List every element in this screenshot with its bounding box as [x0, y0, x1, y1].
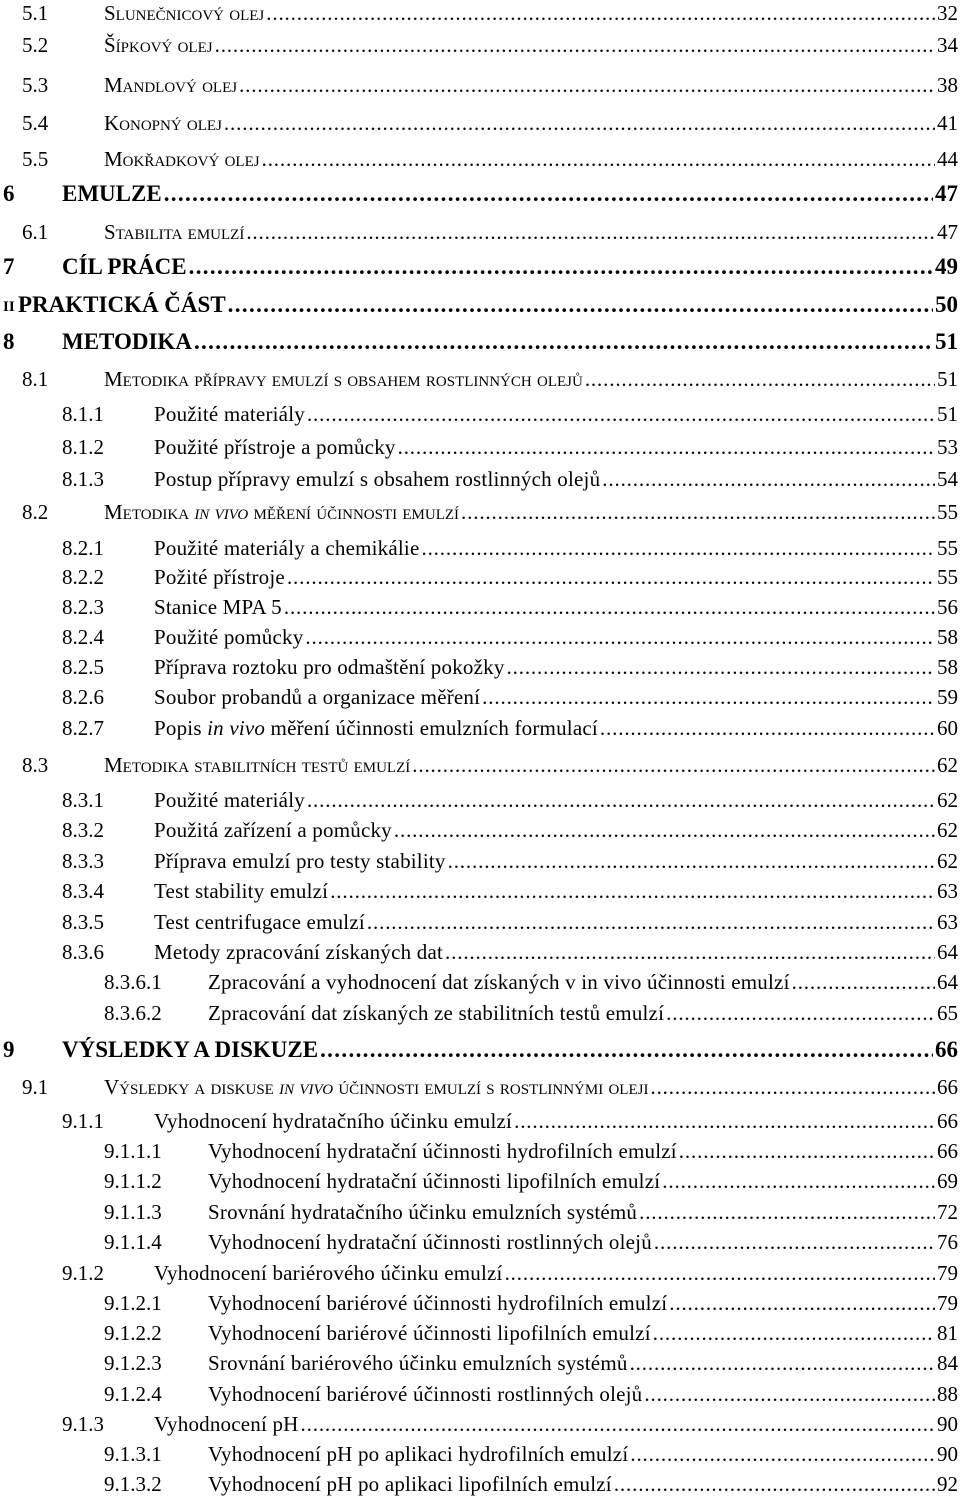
- toc-page-number: 32: [937, 1, 958, 25]
- toc-page-number: 63: [937, 879, 958, 903]
- toc-title: Slunečnicový olej: [104, 1, 265, 25]
- toc-title: Použité materiály: [154, 402, 305, 426]
- toc-title: Postup přípravy emulzí s obsahem rostlinných olejů: [154, 467, 601, 491]
- toc-page-number: 60: [937, 716, 958, 740]
- toc-entry-8-1-1[interactable]: [0, 397, 958, 427]
- toc-title: Metody zpracování získaných dat: [154, 940, 444, 964]
- toc-page-number: 59: [937, 685, 958, 709]
- toc-page-number: 64: [937, 940, 958, 964]
- toc-entry-8-1-3[interactable]: [0, 462, 958, 492]
- toc-page-number: 66: [937, 1075, 958, 1099]
- toc-dot-leader: [445, 940, 935, 965]
- toc-entry-9-1-2[interactable]: [0, 1256, 958, 1286]
- toc-page-number: 63: [937, 910, 958, 934]
- toc-title: METODIKA: [62, 329, 192, 354]
- toc-dot-leader: [228, 292, 933, 318]
- toc-number: 8.2.7: [62, 716, 104, 740]
- toc-title: Požité přístroje: [154, 565, 285, 589]
- toc-entry-9-1-1-3[interactable]: [0, 1195, 958, 1225]
- toc-page-number: 55: [937, 500, 958, 524]
- toc-page-number: 53: [937, 435, 958, 459]
- toc-title: Použitá zařízení a pomůcky: [154, 818, 392, 842]
- toc-number: 9.1.3.1: [104, 1442, 162, 1466]
- toc-dot-leader: [421, 536, 935, 561]
- toc-dot-leader: [505, 1261, 935, 1286]
- toc-title: Vyhodnocení bariérové účinnosti hydrofilních emulzí: [208, 1291, 668, 1315]
- toc-number: 9.1.3: [62, 1412, 104, 1436]
- toc-dot-leader: [412, 753, 935, 778]
- toc-number: 8.3.4: [62, 879, 104, 903]
- toc-dot-leader: [448, 849, 935, 874]
- toc-entry-9-1[interactable]: [0, 1070, 958, 1100]
- toc-title: Vyhodnocení hydratačního účinku emulzí: [154, 1109, 513, 1133]
- toc-number: 9.1.2: [62, 1261, 104, 1285]
- toc-dot-leader: [284, 595, 935, 620]
- toc-number: 8.3.2: [62, 818, 104, 842]
- toc-title: Vyhodnocení bariérové účinnosti lipofilních emulzí: [208, 1321, 651, 1345]
- toc-entry-5-5[interactable]: [0, 142, 958, 172]
- toc-entry-8[interactable]: [0, 325, 958, 355]
- toc-page-number: 44: [937, 147, 958, 171]
- toc-page-number: 92: [937, 1472, 958, 1496]
- toc-title: Vyhodnocení pH po aplikaci hydrofilních emulzí: [208, 1442, 629, 1466]
- toc-number: 7: [3, 254, 15, 279]
- toc-entry-8-2-2[interactable]: [0, 560, 958, 590]
- toc-number: 5.1: [22, 1, 49, 25]
- toc-dot-leader: [320, 1037, 933, 1063]
- toc-number: 9.1.1.3: [104, 1200, 162, 1224]
- toc-dot-leader: [666, 1001, 935, 1026]
- toc-dot-leader: [330, 879, 935, 904]
- toc-title: Test stability emulzí: [154, 879, 329, 903]
- toc-entry-8-3-6-1[interactable]: [0, 965, 958, 995]
- toc-dot-leader: [614, 1472, 935, 1497]
- toc-title: Konopný olej: [104, 111, 222, 135]
- toc-page-number: 84: [937, 1351, 958, 1375]
- toc-number: 8.1.1: [62, 402, 104, 426]
- toc-entry-9-1-1-2[interactable]: [0, 1164, 958, 1194]
- toc-dot-leader: [398, 435, 935, 460]
- toc-number: 9.1.3.2: [104, 1472, 162, 1496]
- toc-entry-8-3-3[interactable]: [0, 844, 958, 874]
- toc-number: 8.2.4: [62, 625, 104, 649]
- toc-title: Vyhodnocení pH: [154, 1412, 299, 1436]
- toc-title: Vyhodnocení hydratační účinnosti rostlinných olejů: [208, 1230, 652, 1254]
- toc-entry-9-1-2-3[interactable]: [0, 1346, 958, 1376]
- toc-page-number: 90: [937, 1412, 958, 1436]
- toc-dot-leader: [644, 1382, 935, 1407]
- toc-number: 8.2.1: [62, 536, 104, 560]
- toc-page-number: 64: [937, 970, 958, 994]
- toc-entry-9-1-1[interactable]: [0, 1104, 958, 1134]
- toc-number: 8: [3, 329, 15, 354]
- toc-number: 8.2.3: [62, 595, 104, 619]
- toc-entry-8-3-2[interactable]: [0, 813, 958, 843]
- toc-dot-leader: [482, 685, 935, 710]
- toc-entry-8-2-5[interactable]: [0, 650, 958, 680]
- toc-dot-leader: [630, 1351, 935, 1376]
- toc-page-number: 51: [937, 367, 958, 391]
- toc-dot-leader: [585, 367, 935, 392]
- toc-title: Vyhodnocení pH po aplikaci lipofilních emulzí: [208, 1472, 612, 1496]
- toc-dot-leader: [266, 1, 935, 26]
- toc-page-number: 54: [937, 467, 958, 491]
- toc-dot-leader: [194, 329, 933, 355]
- toc-title: Srovnání bariérového účinku emulzních systémů: [208, 1351, 628, 1375]
- toc-entry-7[interactable]: [0, 250, 958, 280]
- toc-dot-leader: [367, 910, 935, 935]
- toc-title: Metodika přípravy emulzí s obsahem rostlinných olejů: [104, 367, 583, 391]
- toc-title: VÝSLEDKY A DISKUZE: [62, 1037, 319, 1062]
- toc-page-number: 55: [937, 536, 958, 560]
- toc-title: Vyhodnocení hydratační účinnosti lipofilních emulzí: [208, 1169, 661, 1193]
- toc-entry-9-1-1-1[interactable]: [0, 1134, 958, 1164]
- toc-page-number: 47: [937, 220, 958, 244]
- toc-page-number: 79: [937, 1291, 958, 1315]
- toc-page-number: 65: [937, 1001, 958, 1025]
- toc-entry-6[interactable]: [0, 177, 958, 207]
- toc-number: 8.1.3: [62, 467, 104, 491]
- toc-number: 9.1.2.2: [104, 1321, 162, 1345]
- toc-title: EMULZE: [62, 181, 162, 206]
- toc-page-number: 34: [937, 33, 958, 57]
- toc-entry-5-4[interactable]: [0, 106, 958, 136]
- toc-entry-5-2[interactable]: [0, 28, 958, 58]
- toc-number: 8.2.6: [62, 685, 104, 709]
- toc-entry-5-1[interactable]: [0, 0, 958, 26]
- toc-dot-leader: [239, 73, 935, 98]
- toc-dot-leader: [461, 500, 935, 525]
- toc-dot-leader: [630, 1442, 935, 1467]
- toc-entry-9-1-2-2[interactable]: [0, 1316, 958, 1346]
- toc-title: Popis in vivo měření účinnosti emulzních formulací: [154, 716, 598, 740]
- toc-dot-leader: [189, 254, 933, 280]
- toc-page-number: 88: [937, 1382, 958, 1406]
- toc-entry-8-1[interactable]: [0, 362, 958, 392]
- toc-title: Výsledky a diskuse in vivo účinnosti emulzí s rostlinnými oleji: [104, 1075, 649, 1099]
- toc-dot-leader: [307, 402, 935, 427]
- toc-title: Srovnání hydratačního účinku emulzních systémů: [208, 1200, 638, 1224]
- toc-page-number: 49: [935, 254, 958, 279]
- toc-number: 9.1.2.1: [104, 1291, 162, 1315]
- toc-page-number: 58: [937, 625, 958, 649]
- toc-number: 8.3.6: [62, 940, 104, 964]
- toc-dot-leader: [164, 181, 933, 207]
- toc-number: 6: [3, 181, 15, 206]
- toc-page-number: 62: [937, 849, 958, 873]
- toc-dot-leader: [669, 1291, 935, 1316]
- toc-entry-8-3-5[interactable]: [0, 905, 958, 935]
- toc-number: II: [3, 299, 15, 315]
- toc-title: CÍL PRÁCE: [62, 254, 187, 279]
- toc-number: 8.3.6.2: [104, 1001, 162, 1025]
- toc-title: Použité pomůcky: [154, 625, 304, 649]
- toc-title: Zpracování dat získaných ze stabilitních testů emulzí: [208, 1001, 665, 1025]
- toc-page-number: 66: [935, 1037, 958, 1062]
- toc-number: 9.1.1: [62, 1109, 104, 1133]
- toc-dot-leader: [792, 970, 935, 995]
- toc-entry-8-2[interactable]: [0, 495, 958, 525]
- toc-entry-9-1-3-2[interactable]: [0, 1467, 958, 1497]
- toc-number: 8.3.5: [62, 910, 104, 934]
- toc-entry-8-3-1[interactable]: [0, 783, 958, 813]
- toc-dot-leader: [246, 220, 935, 245]
- toc-title: PRAKTICKÁ ČÁST: [18, 292, 226, 317]
- toc-title: Použité materiály: [154, 788, 305, 812]
- toc-dot-leader: [224, 111, 935, 136]
- toc-dot-leader: [215, 33, 935, 58]
- toc-dot-leader: [305, 625, 935, 650]
- toc-page-number: 38: [937, 73, 958, 97]
- toc-entry-8-2-3[interactable]: [0, 590, 958, 620]
- toc-title: Mandlový olej: [104, 73, 238, 97]
- toc-entry-8-2-4[interactable]: [0, 620, 958, 650]
- toc-number: 8.3.3: [62, 849, 104, 873]
- toc-title: Mokřadkový olej: [104, 147, 260, 171]
- toc-entry-8-3-4[interactable]: [0, 874, 958, 904]
- toc-title: Použité přístroje a pomůcky: [154, 435, 396, 459]
- toc-entry-8-3-6[interactable]: [0, 935, 958, 965]
- toc-page-number: 50: [935, 292, 958, 317]
- toc-page-number: 55: [937, 565, 958, 589]
- toc-number: 8.3.6.1: [104, 970, 162, 994]
- toc-page-number: 51: [935, 329, 958, 354]
- toc-title: Příprava emulzí pro testy stability: [154, 849, 446, 873]
- toc-number: 9.1.1.2: [104, 1169, 162, 1193]
- toc-entry-9-1-3-1[interactable]: [0, 1437, 958, 1467]
- toc-title: Stanice MPA 5: [154, 595, 282, 619]
- toc-page-number: 90: [937, 1442, 958, 1466]
- toc-entry-8-1-2[interactable]: [0, 430, 958, 460]
- toc-dot-leader: [653, 1321, 935, 1346]
- toc-page-number: 62: [937, 753, 958, 777]
- toc-page-number: 66: [937, 1109, 958, 1133]
- toc-title: Vyhodnocení bariérového účinku emulzí: [154, 1261, 503, 1285]
- toc-dot-leader: [602, 467, 935, 492]
- toc-number: 9: [3, 1037, 15, 1062]
- toc-page-number: 58: [937, 655, 958, 679]
- toc-entry-8-3-6-2[interactable]: [0, 996, 958, 1026]
- toc-entry-9[interactable]: [0, 1033, 958, 1063]
- toc-dot-leader: [650, 1075, 935, 1100]
- toc-entry-6-1[interactable]: [0, 215, 958, 245]
- toc-dot-leader: [394, 818, 935, 843]
- toc-page-number: 79: [937, 1261, 958, 1285]
- toc-page-number: 56: [937, 595, 958, 619]
- toc-dot-leader: [507, 655, 935, 680]
- toc-page-number: 47: [935, 181, 958, 206]
- toc-page-number: 51: [937, 402, 958, 426]
- toc-title: Test centrifugace emulzí: [154, 910, 365, 934]
- toc-number: 8.2: [22, 500, 49, 524]
- toc-number: 8.1: [22, 367, 49, 391]
- toc-dot-leader: [639, 1200, 935, 1225]
- toc-title: Metodika in vivo měření účinnosti emulzí: [104, 500, 460, 524]
- toc-number: 9.1.1.1: [104, 1139, 162, 1163]
- toc-dot-leader: [514, 1109, 935, 1134]
- toc-dot-leader: [654, 1230, 935, 1255]
- toc-title: Soubor probandů a organizace měření: [154, 685, 481, 709]
- toc-dot-leader: [262, 147, 935, 172]
- toc-number: 9.1.2.3: [104, 1351, 162, 1375]
- toc-number: 5.4: [22, 111, 49, 135]
- toc-entry-5-3[interactable]: [0, 68, 958, 98]
- toc-dot-leader: [679, 1139, 935, 1164]
- toc-number: 8.3: [22, 753, 49, 777]
- toc-dot-leader: [301, 1412, 935, 1437]
- toc-number: 9.1: [22, 1075, 49, 1099]
- toc-page-number: 69: [937, 1169, 958, 1193]
- toc-page-number: 66: [937, 1139, 958, 1163]
- toc-number: 5.3: [22, 73, 49, 97]
- toc-entry-9-1-3[interactable]: [0, 1407, 958, 1437]
- toc-title: Vyhodnocení bariérové účinnosti rostlinných olejů: [208, 1382, 643, 1406]
- toc-number: 8.3.1: [62, 788, 104, 812]
- toc-title: Šípkový olej: [104, 33, 213, 57]
- toc-page-number: 81: [937, 1321, 958, 1345]
- toc-title: Příprava roztoku pro odmaštění pokožky: [154, 655, 505, 679]
- toc-page-number: 62: [937, 818, 958, 842]
- toc-page-number: 41: [937, 111, 958, 135]
- toc-entry-8-2-6[interactable]: [0, 680, 958, 710]
- toc-entry-ii[interactable]: [0, 288, 958, 318]
- toc-dot-leader: [307, 788, 935, 813]
- toc-number: 5.5: [22, 147, 49, 171]
- toc-number: 8.1.2: [62, 435, 104, 459]
- toc-page-number: 72: [937, 1200, 958, 1224]
- toc-page-number: 76: [937, 1230, 958, 1254]
- toc-number: 6.1: [22, 220, 49, 244]
- toc-entry-8-2-1[interactable]: [0, 531, 958, 561]
- toc-title: Stabilita emulzí: [104, 220, 245, 244]
- toc-dot-leader: [662, 1169, 935, 1194]
- toc-title: Zpracování a vyhodnocení dat získaných v in vivo účinnosti emulzí: [208, 970, 790, 994]
- toc-entry-9-1-2-4[interactable]: [0, 1377, 958, 1407]
- toc-entry-9-1-1-4[interactable]: [0, 1225, 958, 1255]
- toc-entry-8-3[interactable]: [0, 748, 958, 778]
- toc-title: Použité materiály a chemikálie: [154, 536, 420, 560]
- toc-number: 9.1.1.4: [104, 1230, 162, 1254]
- toc-number: 5.2: [22, 33, 49, 57]
- toc-number: 8.2.5: [62, 655, 104, 679]
- toc-number: 9.1.2.4: [104, 1382, 162, 1406]
- toc-page-number: 62: [937, 788, 958, 812]
- toc-title: Vyhodnocení hydratační účinnosti hydrofilních emulzí: [208, 1139, 677, 1163]
- toc-title: Metodika stabilitních testů emulzí: [104, 753, 411, 777]
- toc-number: 8.2.2: [62, 565, 104, 589]
- toc-dot-leader: [600, 716, 935, 741]
- toc-dot-leader: [287, 565, 935, 590]
- toc-entry-8-2-7[interactable]: [0, 711, 958, 741]
- toc-entry-9-1-2-1[interactable]: [0, 1286, 958, 1316]
